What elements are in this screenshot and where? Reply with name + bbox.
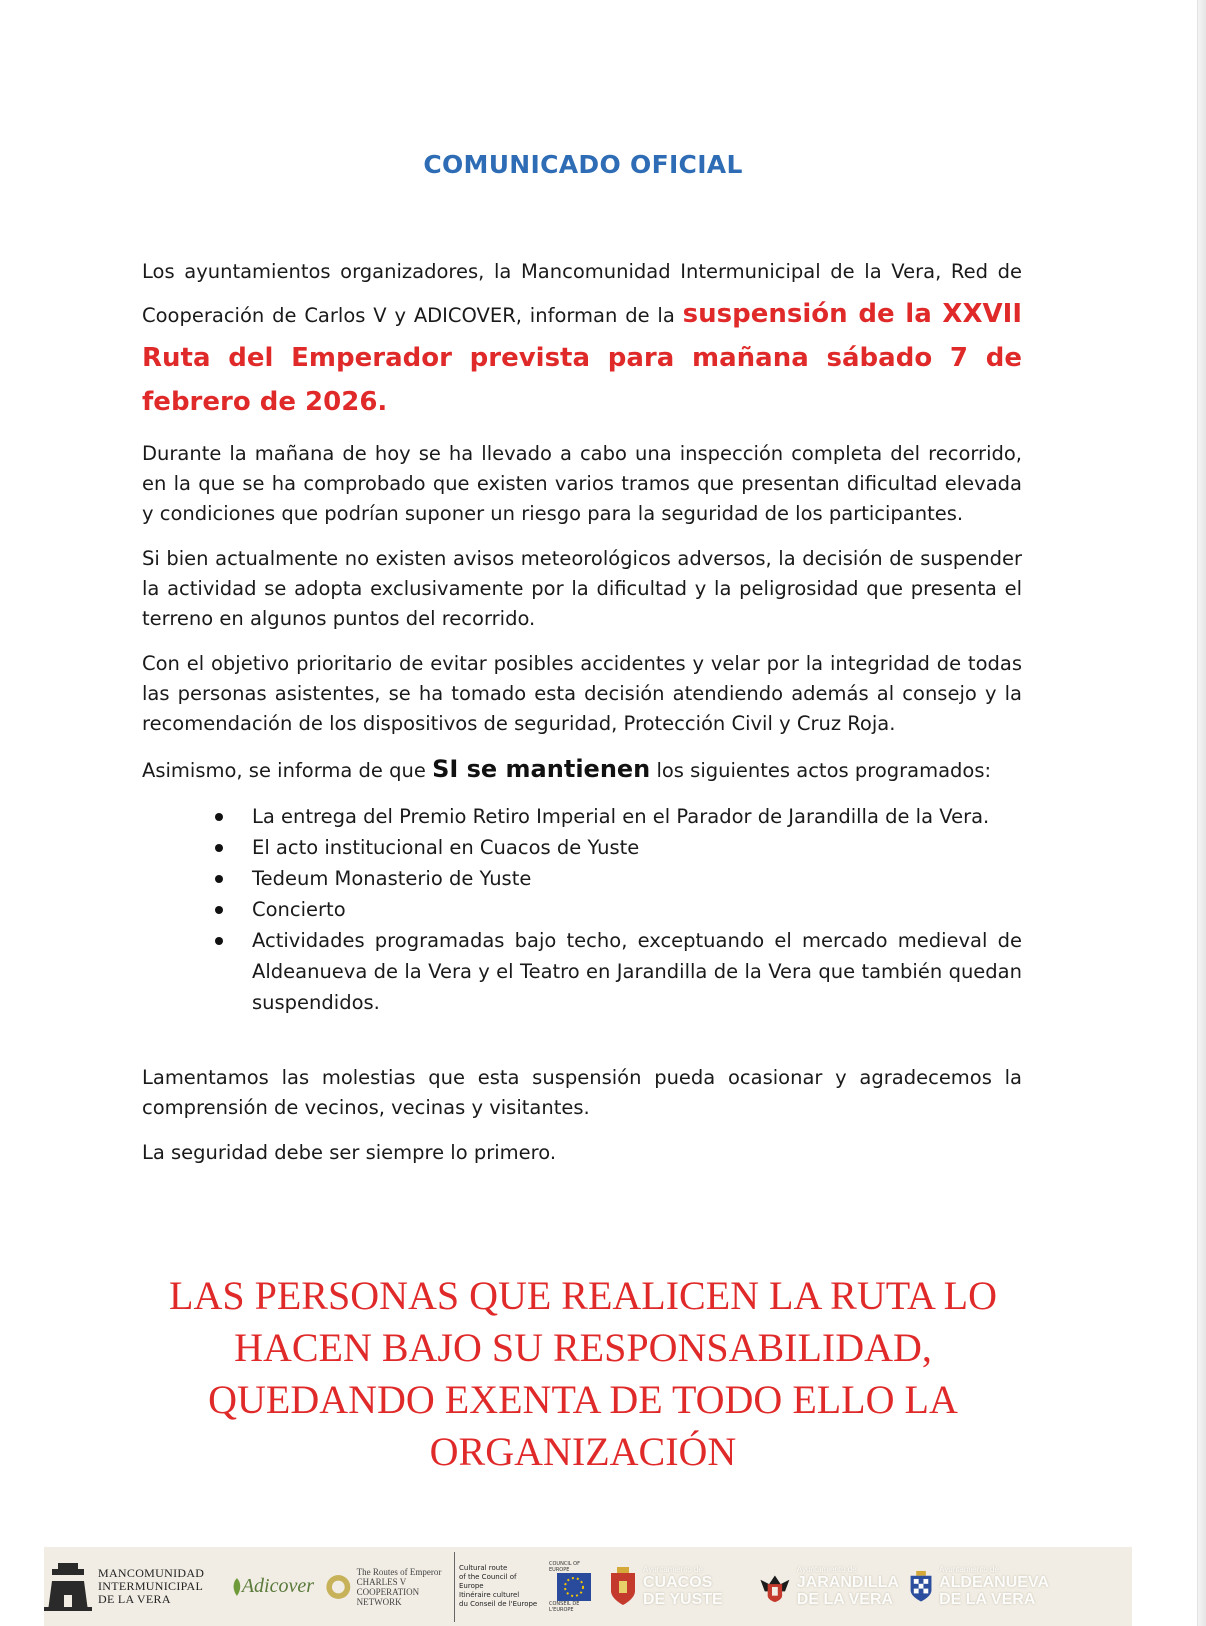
apology-paragraph: Lamentamos las molestias que esta suspensión pueda ocasionar y agradecemos la comprensión de vecinos, vecinas y visitantes. (142, 1066, 1022, 1119)
warning-line: LAS PERSONAS QUE REALICEN LA RUTA LO (169, 1273, 997, 1318)
mancomunidad-line: INTERMUNICIPAL (98, 1579, 204, 1593)
shield-icon (609, 1567, 637, 1607)
objective-paragraph: Con el objetivo prioritario de evitar posibles accidentes y velar por la integridad de todas las personas asistentes, se ha tomado esta decisión atendiendo además al consejo y la recomendación de los dispositivos de seguridad, Protección Civil y Cruz Roja. (142, 652, 1022, 735)
jarandilla-line: Ayuntamiento de (796, 1565, 857, 1574)
mancomunidad-line: MANCOMUNIDAD (98, 1566, 205, 1580)
document-title: COMUNICADO OFICIAL (423, 150, 743, 179)
maintained-intro: Asimismo, se informa de que (142, 759, 433, 782)
intro-paragraph (142, 250, 1022, 425)
cultural-route-logo (454, 1552, 539, 1622)
cuacos-logo (609, 1552, 749, 1622)
jarandilla-logo (759, 1552, 899, 1622)
leaf-icon (232, 1567, 242, 1607)
inspection-paragraph: Durante la mañana de hoy se ha llevado a cabo una inspección completa del recorrido, en la que se ha comprobado que existen varios tramos que presentan dificultad elevada y condiciones que podrían suponer un riesgo para la seguridad de los participantes. (142, 442, 1022, 525)
cultural-line: Itinéraire culturel (459, 1591, 520, 1599)
list-item: Actividades programadas bajo techo, exceptuando el mercado medieval de Aldeanueva de la Vera y el Teatro en Jarandilla de la Vera que también quedan suspendidos. (215, 925, 1022, 1018)
safety-paragraph: La seguridad debe ser siempre lo primero. (142, 1141, 557, 1164)
aldeanueva-line: DE LA VERA (939, 1591, 1036, 1608)
sponsor-logos-footer (44, 1547, 1132, 1626)
warning-line: ORGANIZACIÓN (429, 1429, 737, 1474)
list-item: La entrega del Premio Retiro Imperial en el Parador de Jarandilla de la Vera. (215, 801, 1022, 832)
adicover-wordmark: Adicover (241, 1575, 314, 1597)
list-item: Tedeum Monasterio de Yuste (215, 863, 1022, 894)
cultural-line: Cultural route (459, 1564, 508, 1572)
coe-name-en: COUNCIL OF EUROPE (549, 1560, 580, 1573)
maintained-paragraph (142, 754, 1022, 786)
aldeanueva-line: Ayuntamiento de (939, 1565, 999, 1574)
weather-paragraph: Si bien actualmente no existen avisos meteorológicos adversos, la decisión de suspender la actividad se adopta exclusivamente por la dificultad y la peligrosidad que presenta el terreno en algunos puntos del recorrido. (142, 547, 1022, 630)
list-item: El acto institucional en Cuacos de Yuste (215, 832, 1022, 863)
maintained-tail: los siguientes actos programados: (650, 759, 992, 782)
mancomunidad-line: DE LA VERA (98, 1592, 171, 1606)
charles-v-network-logo (324, 1552, 444, 1622)
jarandilla-line: JARANDILLA (796, 1574, 899, 1591)
cuacos-line: CUACOS (643, 1574, 713, 1591)
adicover-logo (232, 1552, 314, 1622)
eu-stars-icon (557, 1573, 591, 1601)
maintained-acts-list (142, 801, 1022, 1018)
eagle-crest-icon (759, 1565, 791, 1609)
page-edge (1197, 0, 1206, 1626)
emblem-icon (324, 1567, 353, 1607)
council-of-europe-logo (549, 1552, 599, 1622)
mancomunidad-logo (44, 1552, 222, 1622)
responsibility-warning (0, 1270, 1166, 1478)
warning-line: QUEDANDO EXENTA DE TODO ELLO LA (208, 1377, 958, 1422)
cuacos-line: DE YUSTE (643, 1591, 723, 1608)
warning-line: HACEN BAJO SU RESPONSABILIDAD, (234, 1325, 932, 1370)
charles-line: The Routes of Emperor (356, 1566, 442, 1577)
intro-text: Los ayuntamientos organizadores, la Mancomunidad Intermunicipal de la Vera, Red de Cooperación de Carlos V y ADICOVER, informan de la (142, 260, 1022, 327)
castle-icon (44, 1561, 92, 1613)
coe-name-fr: CONSEIL DE L'EUROPE (549, 1600, 580, 1613)
document-body (142, 250, 1022, 1183)
aldeanueva-logo (909, 1552, 1049, 1622)
list-item: Concierto (215, 894, 1022, 925)
charles-line: CHARLES V (356, 1576, 407, 1587)
jarandilla-line: DE LA VERA (796, 1591, 894, 1608)
checkered-shield-icon (909, 1567, 933, 1607)
cuacos-line: Ayuntamiento de (643, 1565, 703, 1574)
charles-line: COOPERATION NETWORK (356, 1586, 420, 1607)
aldeanueva-line: ALDEANUEVA (939, 1574, 1049, 1591)
cultural-line: of the Council of Europe (459, 1573, 517, 1590)
cultural-line: du Conseil de l'Europe (459, 1600, 538, 1608)
suspension-highlight: suspensión de la XXVII Ruta del Emperador prevista para mañana sábado 7 de febrero de 2026. (142, 299, 1022, 417)
maintained-bold: SI se mantienen (432, 755, 651, 783)
